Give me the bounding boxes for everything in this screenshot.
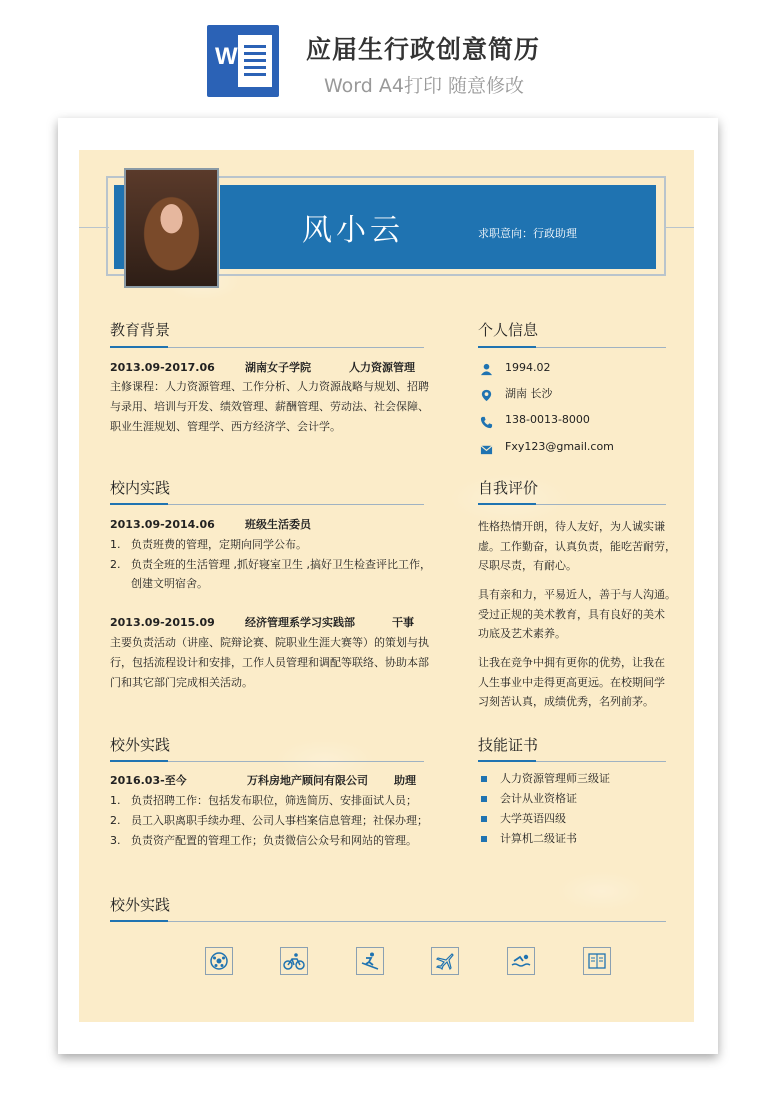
self-eval-line: 人生事业中走得更高更远。在校期间学 xyxy=(478,676,665,689)
hobbies-title: 校外实践 xyxy=(110,896,171,914)
list-item: 负责班费的管理，定期向同学公布。 xyxy=(131,538,307,551)
top-header xyxy=(0,0,774,112)
education-period: 2013.09-2017.06 xyxy=(110,361,215,374)
self-eval-title: 自我评价 xyxy=(478,479,539,497)
self-eval-line: 虚。工作勤奋，认真负责，能吃苦耐劳， xyxy=(478,540,676,553)
list-item: 负责全班的生活管理 ,抓好寝室卫生 ,搞好卫生检查评比工作， xyxy=(131,558,431,571)
list-number: 1. xyxy=(110,794,121,807)
self-eval-line: 性格热情开朗，待人友好，为人诚实谦 xyxy=(478,520,665,533)
skiing-icon xyxy=(356,947,384,975)
name-banner xyxy=(220,185,656,269)
list-number: 2. xyxy=(110,814,121,827)
phone-icon xyxy=(480,416,493,429)
skill-item: 大学英语四级 xyxy=(500,812,566,825)
offcampus-rule-accent xyxy=(110,760,168,762)
self-eval-rule-accent xyxy=(478,503,536,505)
page-title: 应届生行政创意简历 xyxy=(306,35,541,64)
list-number: 3. xyxy=(110,834,121,847)
campus-line: 行，包括流程设计和安排，工作人员管理和调配等联络、协助本部 xyxy=(110,656,429,669)
airplane-icon xyxy=(431,947,459,975)
job-intent: 求职意向：行政助理 xyxy=(478,227,577,240)
campus-line: 主要负责活动（讲座、院辩论赛、院职业生涯大赛等）的策划与执 xyxy=(110,636,429,649)
education-school: 湖南女子学院 xyxy=(245,361,311,374)
list-item: 负责资产配置的管理工作；负责微信公众号和网站的管理。 xyxy=(131,834,417,847)
self-eval-line: 具有亲和力，平易近人，善于与人沟通。 xyxy=(478,588,676,601)
list-number: 1. xyxy=(110,538,121,551)
location: 湖南 长沙 xyxy=(505,387,553,400)
campus-role-2: 干事 xyxy=(392,616,414,629)
hobbies-rule-accent xyxy=(110,920,168,922)
list-item-continued: 创建文明宿舍。 xyxy=(131,577,208,590)
banner-line-left xyxy=(79,227,109,228)
education-line: 主修课程：人力资源管理、工作分析、人力资源战略与规划、招聘 xyxy=(110,380,429,393)
education-major: 人力资源管理 xyxy=(349,361,415,374)
self-eval-line: 受过正规的美术教育，具有良好的美术 xyxy=(478,608,665,621)
skill-item: 会计从业资格证 xyxy=(500,792,577,805)
list-number: 2. xyxy=(110,558,121,571)
soccer-icon xyxy=(205,947,233,975)
list-item: 负责招聘工作：包括发布职位，筛选简历、安排面试人员； xyxy=(131,794,417,807)
list-item: 员工入职离职手续办理、公司人事档案信息管理；社保办理； xyxy=(131,814,428,827)
phone-number: 138-0013-8000 xyxy=(505,413,590,426)
word-logo-letter: W xyxy=(215,43,238,70)
cycling-icon xyxy=(280,947,308,975)
person-icon xyxy=(480,363,493,376)
candidate-name: 风小云 xyxy=(302,213,404,248)
reading-icon xyxy=(583,947,611,975)
self-eval-line: 功底及艺术素养。 xyxy=(478,627,566,640)
bullet-square-icon xyxy=(481,776,487,782)
birth-date: 1994.02 xyxy=(505,361,551,374)
word-page-graphic xyxy=(238,35,272,87)
campus-period-2: 2013.09-2015.09 xyxy=(110,616,215,629)
email-address: Fxy123@gmail.com xyxy=(505,440,614,453)
campus-org-2: 经济管理系学习实践部 xyxy=(245,616,355,629)
swimming-icon xyxy=(507,947,535,975)
skills-rule-accent xyxy=(478,760,536,762)
education-line: 职业生涯规划、管理学、西方经济学、会计学。 xyxy=(110,420,341,433)
bullet-square-icon xyxy=(481,816,487,822)
offcampus-title: 校外实践 xyxy=(110,736,171,754)
offcampus-period: 2016.03-至今 xyxy=(110,774,187,787)
email-icon xyxy=(480,443,493,456)
page-subtitle: Word A4打印 随意修改 xyxy=(324,75,525,97)
word-icon xyxy=(207,25,279,97)
offcampus-company: 万科房地产顾问有限公司 xyxy=(247,774,368,787)
education-title: 教育背景 xyxy=(110,321,171,339)
campus-rule-accent xyxy=(110,503,168,505)
hobbies-rule xyxy=(110,921,666,922)
location-icon xyxy=(480,389,493,402)
banner-line-right xyxy=(664,227,694,228)
self-eval-line: 尽职尽责，有耐心。 xyxy=(478,559,577,572)
education-rule-accent xyxy=(110,346,168,348)
skill-item: 计算机二级证书 xyxy=(500,832,577,845)
campus-role-1: 班级生活委员 xyxy=(245,518,311,531)
offcampus-role: 助理 xyxy=(394,774,416,787)
campus-line: 门和其它部门完成相关活动。 xyxy=(110,676,253,689)
education-line: 与录用、培训与开发、绩效管理、薪酬管理、劳动法、社会保障、 xyxy=(110,400,429,413)
profile-photo xyxy=(124,168,219,288)
self-eval-line: 习刻苦认真，成绩优秀，名列前茅。 xyxy=(478,695,654,708)
self-eval-line: 让我在竞争中拥有更你的优势，让我在 xyxy=(478,656,665,669)
skills-title: 技能证书 xyxy=(478,736,539,754)
personal-title: 个人信息 xyxy=(478,321,539,339)
bullet-square-icon xyxy=(481,796,487,802)
campus-title: 校内实践 xyxy=(110,479,171,497)
campus-period-1: 2013.09-2014.06 xyxy=(110,518,215,531)
skill-item: 人力资源管理师三级证 xyxy=(500,772,610,785)
bullet-square-icon xyxy=(481,836,487,842)
personal-rule-accent xyxy=(478,346,536,348)
